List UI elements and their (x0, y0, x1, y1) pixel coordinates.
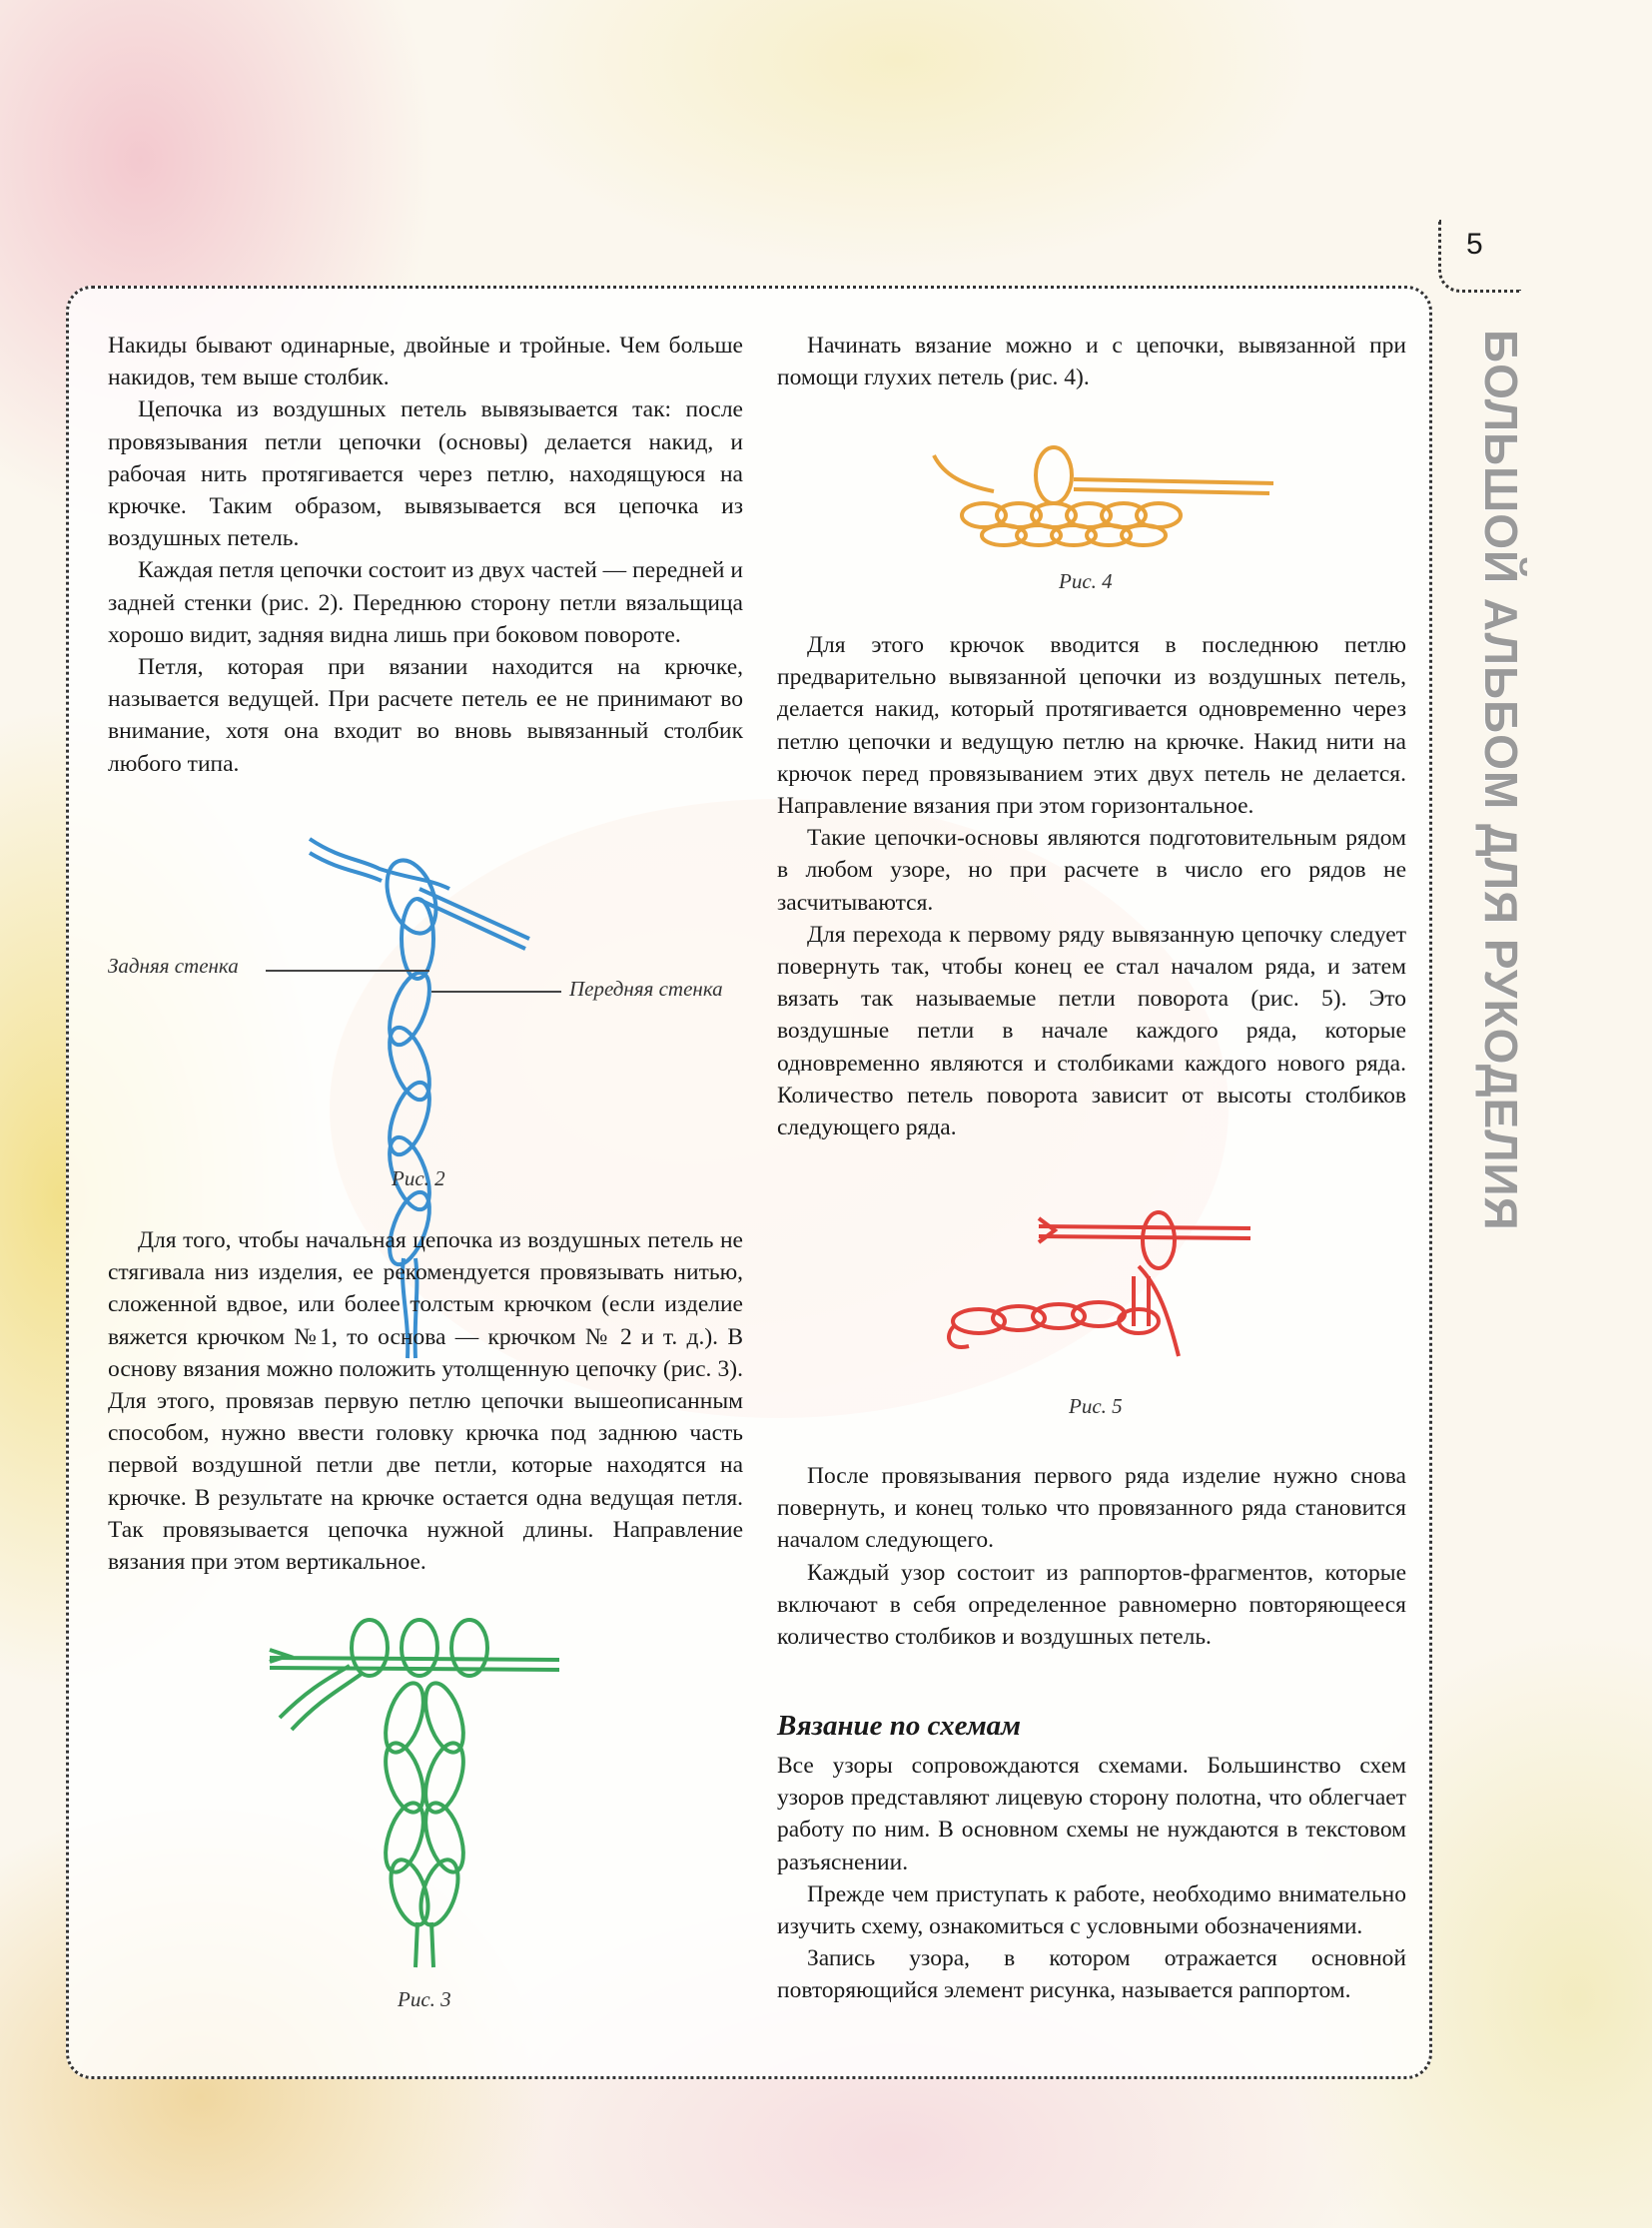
right-text-block-2 (777, 629, 1406, 1143)
paragraph: Все узоры сопровождаются схемами. Большинство схем узоров представляют лицевую сторону полотна, что облегчает работу по ним. В основном схемы не нуждаются в текстовом разъяснении. (777, 1753, 1406, 1875)
paragraph: Цепочка из воздушных петель вывязывается так: после провязывания петли цепочки (основы) делается накид, и рабочая нить протягивается через петлю, находящуюся на крючке. Таким образом, вывязывается вся цепочка из воздушных петель. (108, 396, 743, 552)
paragraph: Такие цепочки-основы являются подготовительным рядом в любом узоре, но при расчете в число его рядов не засчитываются. (777, 825, 1406, 916)
label-back-wall: Задняя стенка (108, 954, 239, 978)
left-text-block-2 (108, 1224, 743, 1578)
paragraph: Прежде чем приступать к работе, необходимо внимательно изучить схему, ознакомиться с условными обозначениями. (777, 1880, 1406, 1940)
paragraph: Для перехода к первому ряду вывязанную цепочку следует повернуть так, чтобы конец ее стал началом ряда, и затем вязать так называемые петли поворота (рис. 5). Это воздушные петли в начале каждого ряда, которые одновременно являются и столбиками каждого нового ряда. Количество петель поворота зависит от высоты столбиков следующего ряда. (777, 921, 1406, 1141)
paragraph: Для того, чтобы начальная цепочка из воздушных петель не стягивала низ изделия, ее рекомендуется провязывать нитью, сложенной вдвое, или более толстым крючком (если изделие вяжется крючком №1, то основа — крючком № 2 и т. д.). В основу вязания можно положить утолщенную цепочку (рис. 3). Для этого, провязав первую петлю цепочки вышеописанным способом, нужно ввести головку крючка под заднюю часть первой воздушной петли две петли, которые находятся на крючке. В результате на крючке остается одна ведущая петля. Так провязывается цепочка нужной длины. Направление вязания при этом вертикальное. (108, 1227, 743, 1576)
label-front-wall: Передняя стенка (569, 977, 723, 1001)
paragraph: Каждый узор состоит из раппортов-фрагментов, которые включают в себя определенное равномерно повторяющееся количество столбиков и воздушных петель. (777, 1559, 1406, 1651)
leader-line-front (431, 991, 561, 993)
paragraph: Начинать вязание можно и с цепочки, вывязанной при помощи глухих петель (рис. 4). (777, 333, 1406, 391)
left-text-block-1 (108, 330, 743, 780)
figure-5-turning-chain (939, 1206, 1258, 1366)
right-text-block-4 (777, 1750, 1406, 2007)
paragraph: Для этого крючок вводится в последнюю петлю предварительно вывязанной цепочки из воздушных петель, делается накид, который протягивается одновременно через петлю цепочки и ведущую петлю на крючке. Накид нити на крючок перед провязыванием этих двух петель не делается. Направление вязания при этом горизонтальное. (777, 632, 1406, 820)
figure-3-thick-chain (270, 1608, 569, 1977)
right-text-block-3 (777, 1460, 1406, 1653)
caption-fig-5: Рис. 5 (1069, 1394, 1123, 1418)
section-heading: Вязание по схемам (777, 1710, 1022, 1742)
figure-4-single-crochet-chain (924, 435, 1283, 555)
paragraph: Запись узора, в котором отражается основной повторяющийся элемент рисунка, называется раппортом. (777, 1945, 1406, 2004)
leader-line-back (266, 970, 429, 972)
caption-fig-3: Рис. 3 (398, 1987, 451, 2011)
paragraph: Накиды бывают одинарные, двойные и тройные. Чем больше накидов, тем выше столбик. (108, 333, 743, 391)
paragraph: Петля, которая при вязании находится на крючке, называется ведущей. При расчете петель ее не принимают во внимание, хотя она входит во вновь вывязанный столбик любого типа. (108, 654, 743, 777)
caption-fig-2: Рис. 2 (392, 1166, 445, 1190)
page-number: 5 (1466, 228, 1483, 261)
paragraph: После провязывания первого ряда изделие нужно снова повернуть, и конец только что провязанного ряда становится началом следующего. (777, 1463, 1406, 1554)
right-text-block-1 (777, 330, 1406, 393)
caption-fig-4: Рис. 4 (1059, 569, 1113, 593)
paragraph: Каждая петля цепочки состоит из двух частей — передней и задней стенки (рис. 2). Переднюю сторону петли вязальщица хорошо видит, задняя видна лишь при боковом повороте. (108, 557, 743, 648)
side-title: БОЛЬШОЙ АЛЬБОМ ДЛЯ РУКОДЕЛИЯ (1475, 330, 1527, 1231)
